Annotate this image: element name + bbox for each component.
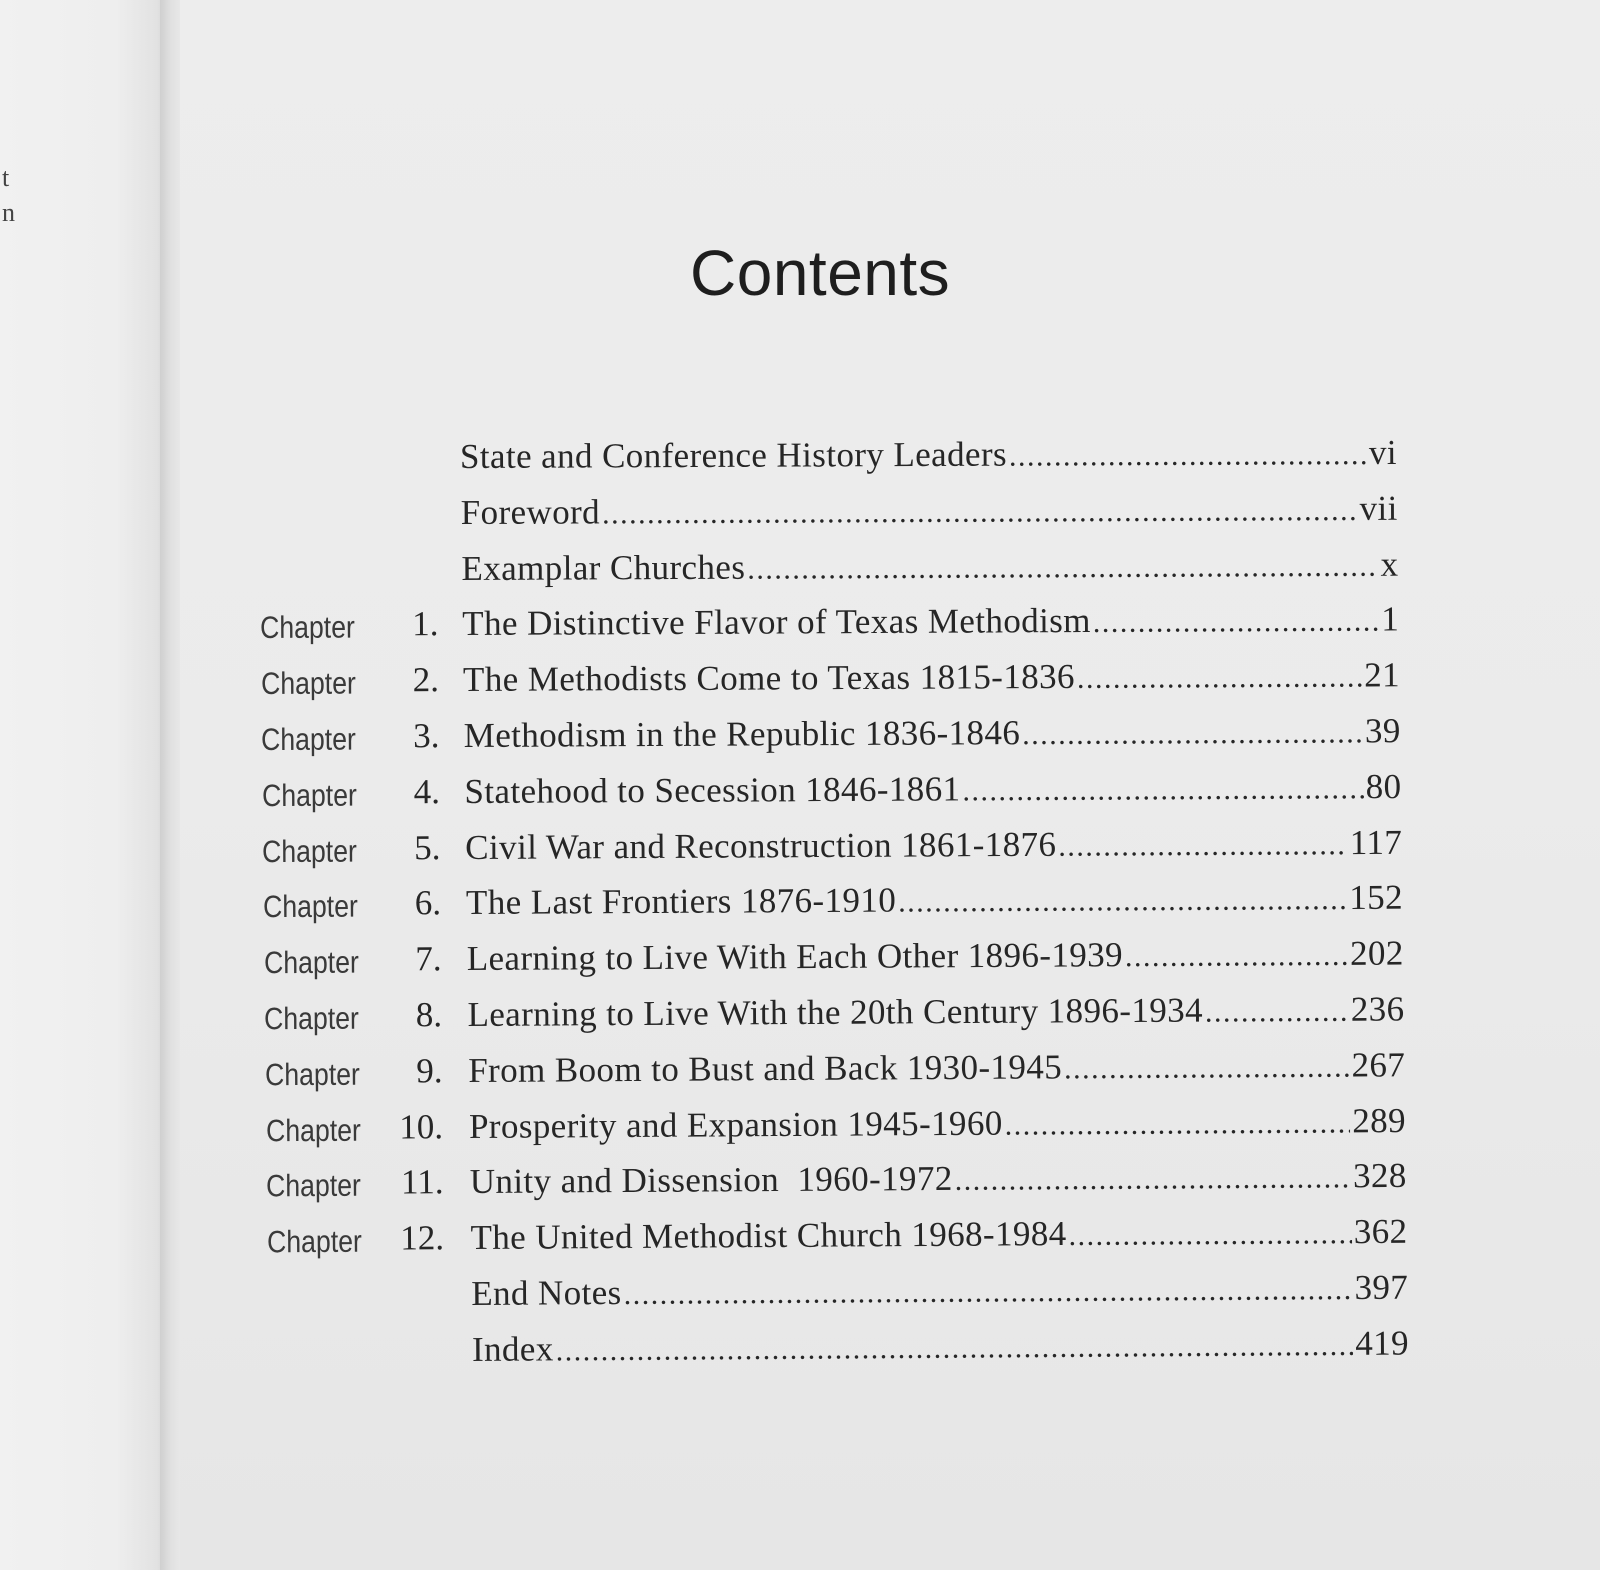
entry-title: Index	[471, 1329, 554, 1369]
entry-title: Statehood to Secession 1846-1861	[464, 769, 961, 811]
toc-entry-line	[467, 934, 1404, 981]
toc-entry	[0, 821, 1600, 870]
chapter-label: Chapter	[261, 777, 357, 813]
toc-entry-line	[461, 544, 1398, 590]
toc-entry	[0, 432, 1600, 479]
page-number: x	[1380, 544, 1399, 584]
chapter-label: Chapter	[262, 889, 358, 925]
toc-entry	[0, 543, 1600, 591]
dot-leader	[1125, 936, 1348, 977]
page-number: vi	[1368, 432, 1398, 473]
chapter-label: Chapter	[261, 721, 357, 758]
chapter-number: 2.	[412, 660, 440, 700]
toc-entry	[0, 988, 1600, 1038]
chapter-number: 8.	[415, 995, 443, 1035]
entry-title: The Last Frontiers 1876-1910	[465, 880, 897, 923]
toc-entry-line	[470, 1156, 1407, 1204]
dot-leader	[602, 491, 1358, 534]
entry-title: The United Methodist Church 1968-1984	[470, 1214, 1067, 1258]
page-number: 289	[1352, 1100, 1407, 1141]
dot-leader	[1077, 658, 1362, 699]
chapter-label: Chapter	[266, 1223, 362, 1260]
toc-entry-line	[464, 711, 1401, 758]
chapter-number: 4.	[413, 771, 441, 812]
chapter-number: 6.	[414, 883, 442, 923]
dot-leader	[1205, 992, 1349, 1033]
entry-title: End Notes	[471, 1272, 622, 1313]
chapter-number: 1.	[412, 604, 439, 644]
chapter-number: 3.	[413, 716, 440, 756]
dot-leader	[1005, 1103, 1351, 1145]
toc-entry	[0, 766, 1600, 815]
left-page-fragment: n	[2, 198, 15, 227]
chapter-label: Chapter	[260, 665, 356, 702]
toc-entry	[0, 654, 1600, 702]
toc-entry-line	[472, 1323, 1409, 1372]
dot-leader	[1022, 713, 1363, 755]
dot-leader	[962, 769, 1363, 811]
entry-title: The Distinctive Flavor of Texas Methodism	[462, 601, 1091, 644]
page-number: 21	[1364, 655, 1401, 695]
entry-title: Methodism in the Republic 1836-1846	[463, 713, 1021, 755]
toc-entry-line	[466, 878, 1403, 925]
page-number: 397	[1354, 1267, 1409, 1307]
chapter-label: Chapter	[264, 1000, 360, 1037]
toc-entry	[0, 1155, 1600, 1205]
dot-leader	[898, 880, 1347, 923]
toc-entry	[0, 710, 1600, 758]
chapter-number: 9.	[416, 1050, 443, 1091]
toc-entry-line	[464, 767, 1401, 814]
toc-entry	[0, 933, 1600, 982]
page-number: 152	[1349, 878, 1404, 918]
dot-leader	[556, 1326, 1354, 1372]
dot-leader	[1064, 1047, 1350, 1089]
dot-leader	[1093, 602, 1380, 643]
page-number: 236	[1350, 989, 1405, 1029]
chapter-label: Chapter	[259, 609, 355, 646]
entry-title: The Methodists Come to Texas 1815-1836	[462, 657, 1076, 700]
toc-entry-line	[467, 989, 1404, 1037]
toc-entry-line	[470, 1212, 1407, 1260]
page-number: 80	[1365, 766, 1402, 806]
entry-title: Learning to Live With the 20th Century 1896-1934	[467, 990, 1204, 1034]
toc-entry-line	[465, 822, 1402, 869]
chapter-label: Chapter	[266, 1168, 362, 1204]
toc-entry-line	[460, 433, 1397, 479]
page-number: 328	[1352, 1156, 1407, 1196]
page-title: Contents	[690, 237, 951, 309]
chapter-number: 10.	[399, 1106, 444, 1147]
left-page-fragment: t	[2, 163, 10, 192]
toc-entry-line	[471, 1268, 1408, 1316]
dot-leader	[747, 546, 1378, 589]
toc-entry	[0, 488, 1600, 535]
chapter-number: 12.	[400, 1218, 445, 1258]
chapter-label: Chapter	[262, 833, 358, 869]
page-number: 39	[1364, 711, 1401, 751]
chapter-label: Chapter	[265, 1112, 361, 1148]
entry-title: From Boom to Bust and Back 1930-1945	[468, 1047, 1063, 1090]
entry-title: Unity and Dissension 1960-1972	[469, 1159, 953, 1202]
toc-entry	[0, 877, 1600, 926]
page-number: 267	[1351, 1045, 1406, 1085]
page-number: 1	[1381, 599, 1400, 639]
entry-title: Learning to Live With Each Other 1896-1939	[466, 935, 1124, 979]
entry-title: State and Conference History Leaders	[459, 434, 1008, 476]
chapter-number: 5.	[414, 827, 441, 867]
chapter-number: 11.	[400, 1162, 444, 1202]
entry-title: Examplar Churches	[461, 547, 746, 588]
page-number: 419	[1355, 1323, 1410, 1363]
toc-entry-line	[463, 655, 1400, 702]
dot-leader	[624, 1270, 1353, 1315]
entry-title: Civil War and Reconstruction 1861-1876	[465, 824, 1057, 867]
dot-leader	[1068, 1214, 1351, 1256]
page-number: 202	[1349, 933, 1404, 974]
dot-leader	[1009, 435, 1367, 477]
dot-leader	[1058, 825, 1348, 867]
toc-entry-line	[469, 1101, 1406, 1149]
dot-leader	[955, 1159, 1352, 1202]
chapter-number: 7.	[415, 939, 442, 979]
page-number: vii	[1359, 488, 1398, 528]
entry-title: Foreword	[460, 492, 601, 532]
toc-entry-line	[462, 600, 1399, 647]
toc-entry-line	[461, 489, 1398, 535]
chapter-label: Chapter	[264, 1056, 360, 1093]
chapter-label: Chapter	[263, 944, 359, 981]
toc-entry-line	[468, 1045, 1405, 1093]
page-number: 362	[1353, 1211, 1408, 1252]
page-number: 117	[1349, 822, 1403, 862]
entry-title: Prosperity and Expansion 1945-1960	[468, 1103, 1003, 1146]
toc-entry	[0, 599, 1600, 647]
